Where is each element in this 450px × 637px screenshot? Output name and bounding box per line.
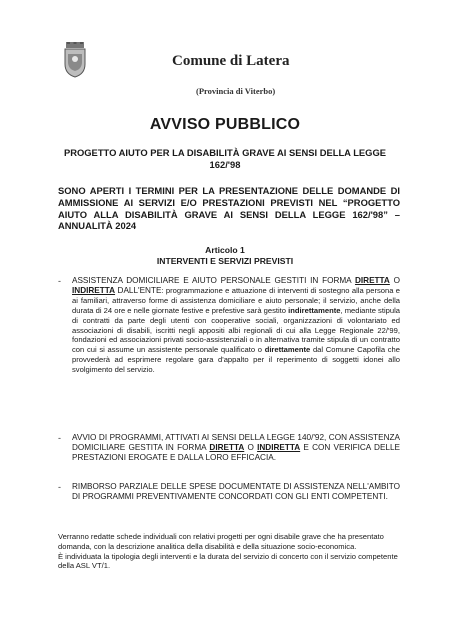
- page-title: AVVISO PUBBLICO: [149, 116, 301, 133]
- list-item-text: [72, 276, 400, 375]
- article-number: Articolo 1: [205, 245, 245, 255]
- municipality-name: Comune di Latera: [172, 53, 290, 69]
- bullet-dash: -: [58, 482, 61, 492]
- keyword-diretta: DIRETTA: [354, 276, 390, 285]
- item-caps-text: E CON VERIFICA DELLE PRESTAZIONI EROGATE E DALLA LORO EFFICACIA.: [72, 442, 400, 462]
- bullet-dash: -: [58, 276, 61, 286]
- keyword-diretta: DIRETTA: [209, 442, 245, 452]
- item-caps-text: ASSISTENZA DOMICILIARE E AIUTO PERSONALE GESTITI IN FORMA: [72, 276, 355, 285]
- keyword-indiretta: INDIRETTA: [72, 285, 116, 295]
- keyword-direttamente: direttamente: [264, 345, 311, 355]
- closing-paragraph: È individuata la tipologia degli interventi e la durata del servizio di concerto con il servizio competente della ASL VT/1.: [58, 551, 398, 571]
- list-item: [58, 433, 400, 473]
- list-item: [58, 276, 400, 424]
- item-caps-text: O: [244, 442, 258, 452]
- item-description: dal Comune Capofila che provvederà ad esprimere regolare gara d'appalto per il reperimento di soggetti idonei allo svolgimento del servizio.: [72, 345, 400, 375]
- item-description: : programmazione e attuazione di interventi di sostegno alla persona e ai familiari, attraverso forme di assistenza domiciliare e aiuto personale; il servizio, anche della durata di 24 ore e nelle giornate festive e prefestive sarà gestito: [72, 285, 400, 315]
- item-caps-text: O: [389, 276, 400, 285]
- list-item-text: RIMBORSO PARZIALE DELLE SPESE DOCUMENTATE DI ASSISTENZA NELL'AMBITO DI PROGRAMMI PREVENTIVAMENTE CONCORDATI CON GLI ENTI COMPETENTI.: [72, 482, 400, 501]
- keyword-indiretta: INDIRETTA: [257, 442, 301, 452]
- list-item: [58, 482, 400, 517]
- article-title: INTERVENTI E SERVIZI PREVISTI: [156, 256, 294, 266]
- closing-section: [58, 532, 400, 571]
- bullet-dash: -: [58, 433, 61, 443]
- item-description: , mediante stipula di contratti da parte degli utenti con cooperative sociali, organizzazioni di volontariato ed associazioni di disabili, iscritti negli appositi albi regionali di cui alla Legge Regionale 22/'99, fondazioni ed associazioni privati socio-assistenziali o in alternativa tramite stipula di un contratto con cui si assume un assistente personale qualificato o: [72, 305, 400, 355]
- list-item-text: [72, 433, 400, 463]
- item-caps-text: AVVIO DI PROGRAMMI, ATTIVATI AI SENSI DELLA LEGGE 140/'92, CON ASSISTENZA DOMICILIARE GESTITA IN FORMA: [72, 433, 400, 452]
- subtitle: PROGETTO AIUTO PER LA DISABILITÀ GRAVE AI SENSI DELLA LEGGE 162/'98: [63, 147, 387, 170]
- announcement: SONO APERTI I TERMINI PER LA PRESENTAZIONE DELLE DOMANDE DI AMMISSIONE AI SERVIZI E/O PRESTAZIONI PREVISTI NEL “PROGETTO AIUTO ALLA DISABILITÀ GRAVE AI SENSI DELLA LEGGE 162/'98” – ANNUALITÀ 2024: [58, 185, 400, 232]
- closing-paragraph: Verranno redatte schede individuali con relativi progetti per ogni disabile grave che ha presentato domanda, con la descrizione analitica della disabilità e della situazione socio-economica.: [58, 532, 384, 551]
- keyword-indirettamente: indirettamente: [288, 305, 341, 315]
- province-name: (Provincia di Viterbo): [196, 86, 276, 96]
- item-caps-text: DALL'ENTE: [115, 285, 162, 295]
- municipal-crest-icon: [62, 42, 88, 78]
